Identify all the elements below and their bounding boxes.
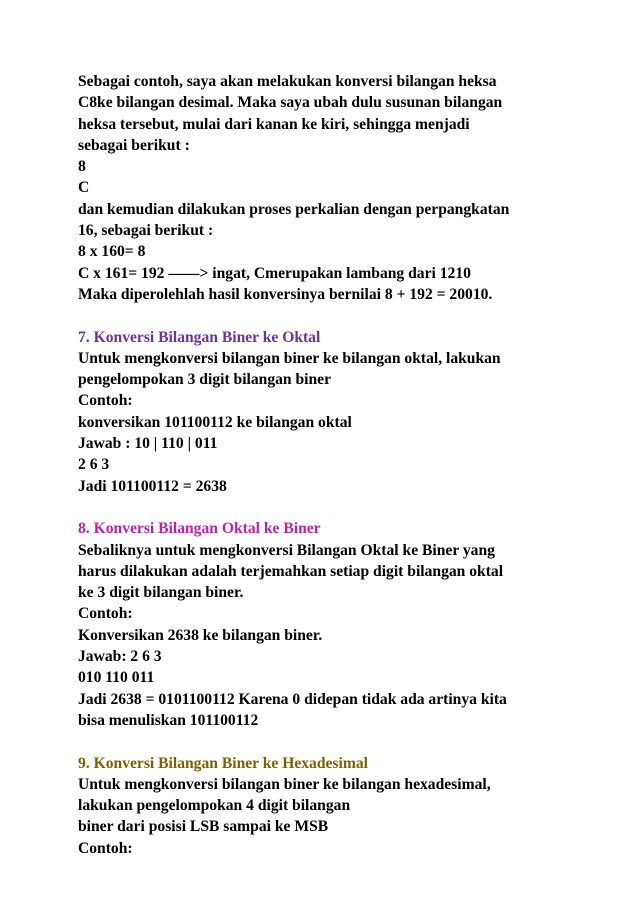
text-line: heksa tersebut, mulai dari kanan ke kiri, sehingga menjadi — [78, 115, 470, 133]
text-line: Sebaliknya untuk mengkonversi Bilangan Oktal ke Biner yang — [78, 541, 495, 559]
text-line: Contoh: — [78, 392, 133, 410]
text-line: C8ke bilangan desimal. Maka saya ubah dulu susunan bilangan — [78, 94, 503, 112]
text-line: Sebagai contoh, saya akan melakukan konversi bilangan heksa — [78, 73, 497, 90]
text-line: 2 6 3 — [78, 456, 110, 474]
text-line: Konversikan 2638 ke bilangan biner. — [78, 626, 323, 644]
text-line: C x 161= 192 ——> ingat, Cmerupakan lambang dari 1210 — [78, 264, 471, 282]
section-oktal-ke-biner — [78, 518, 578, 731]
section-heading: 8. Konversi Bilangan Oktal ke Biner — [78, 520, 321, 538]
text-line: sebagai berikut : — [78, 136, 190, 154]
text-line: konversikan 101100112 ke bilangan oktal — [78, 413, 352, 431]
text-line: dan kemudian dilakukan proses perkalian dengan perpangkatan — [78, 200, 510, 218]
text-line: Contoh: — [78, 839, 133, 857]
text-line: pengelompokan 3 digit bilangan biner — [78, 371, 332, 389]
text-line: ke 3 digit bilangan biner. — [78, 584, 244, 602]
text-line: Untuk mengkonversi bilangan biner ke bilangan oktal, lakukan — [78, 349, 501, 367]
document-page — [78, 71, 578, 880]
text-line: biner dari posisi LSB sampai ke MSB — [78, 818, 329, 836]
section-biner-ke-oktal — [78, 327, 578, 497]
intro-paragraph — [78, 71, 578, 305]
text-line: 8 — [78, 158, 86, 176]
text-line: harus dilakukan adalah terjemahkan setiap digit bilangan oktal — [78, 562, 504, 580]
text-line: Maka diperolehlah hasil konversinya bernilai 8 + 192 = 20010. — [78, 285, 493, 303]
text-line: Contoh: — [78, 605, 133, 623]
text-line: Untuk mengkonversi bilangan biner ke bilangan hexadesimal, — [78, 775, 491, 793]
section-heading: 9. Konversi Bilangan Biner ke Hexadesimal — [78, 754, 368, 772]
text-line: bisa menuliskan 101100112 — [78, 711, 259, 729]
text-line: Jawab : 10 | 110 | 011 — [78, 435, 218, 453]
section-biner-ke-hexadesimal — [78, 753, 578, 859]
text-line: 8 x 160= 8 — [78, 243, 146, 261]
section-heading: 7. Konversi Bilangan Biner ke Oktal — [78, 328, 321, 346]
text-line: Jadi 2638 = 0101100112 Karena 0 didepan tidak ada artinya kita — [78, 690, 507, 708]
text-line: Jadi 101100112 = 2638 — [78, 477, 227, 495]
text-line: C — [78, 179, 90, 197]
text-line: 16, sebagai berikut : — [78, 222, 214, 240]
text-line: lakukan pengelompokan 4 digit bilangan — [78, 797, 351, 815]
text-line: Jawab: 2 6 3 — [78, 648, 162, 666]
text-line: 010 110 011 — [78, 669, 155, 687]
